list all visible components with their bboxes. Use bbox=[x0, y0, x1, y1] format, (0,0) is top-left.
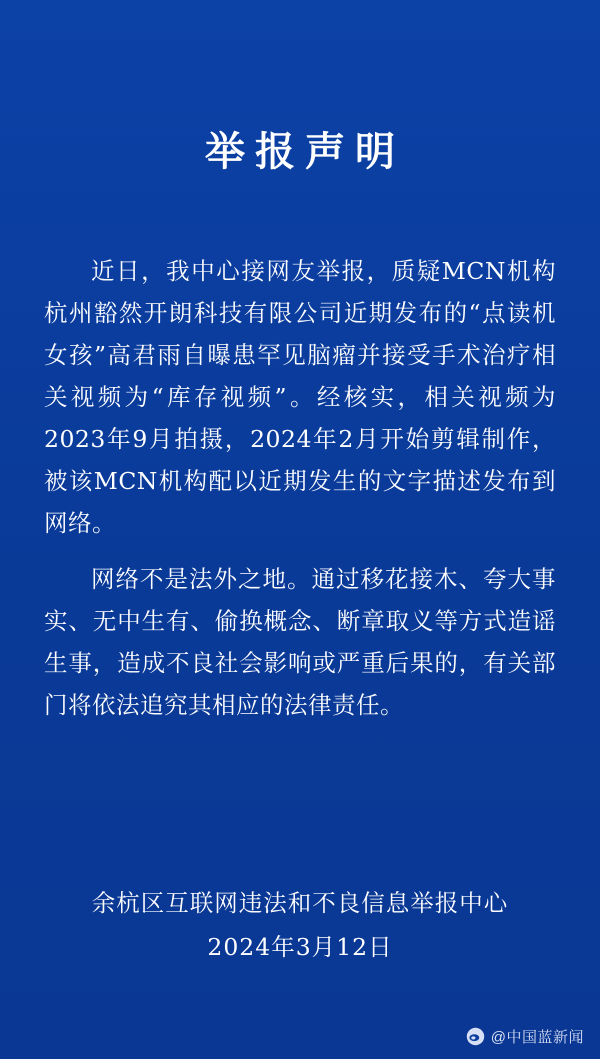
announcement-body bbox=[44, 250, 556, 740]
issuing-organization: 余杭区互联网违法和不良信息举报中心 bbox=[91, 889, 509, 917]
watermark-label: @中国蓝新闻 bbox=[490, 1029, 584, 1046]
issue-date: 2024年3月12日 bbox=[207, 933, 393, 961]
paragraph-1: 近日，我中心接网友举报，质疑MCN机构杭州豁然开朗科技有限公司近期发布的“点读机女孩”高君雨自曝患罕见脑瘤并接受手术治疗相关视频为“库存视频”。经核实，相关视频为2023年9月拍摄，2024年2月开始剪辑制作，被该MCN机构配以近期发生的文字描述发布到网络。 bbox=[44, 257, 556, 537]
paragraph-2: 网络不是法外之地。通过移花接木、夸大事实、无中生有、偷换概念、断章取义等方式造谣生事，造成不良社会影响或严重后果的，有关部门将依法追究其相应的法律责任。 bbox=[44, 565, 556, 719]
watermark bbox=[466, 1026, 584, 1047]
weibo-icon bbox=[466, 1027, 485, 1046]
page-title: 举报声明 bbox=[205, 128, 405, 175]
